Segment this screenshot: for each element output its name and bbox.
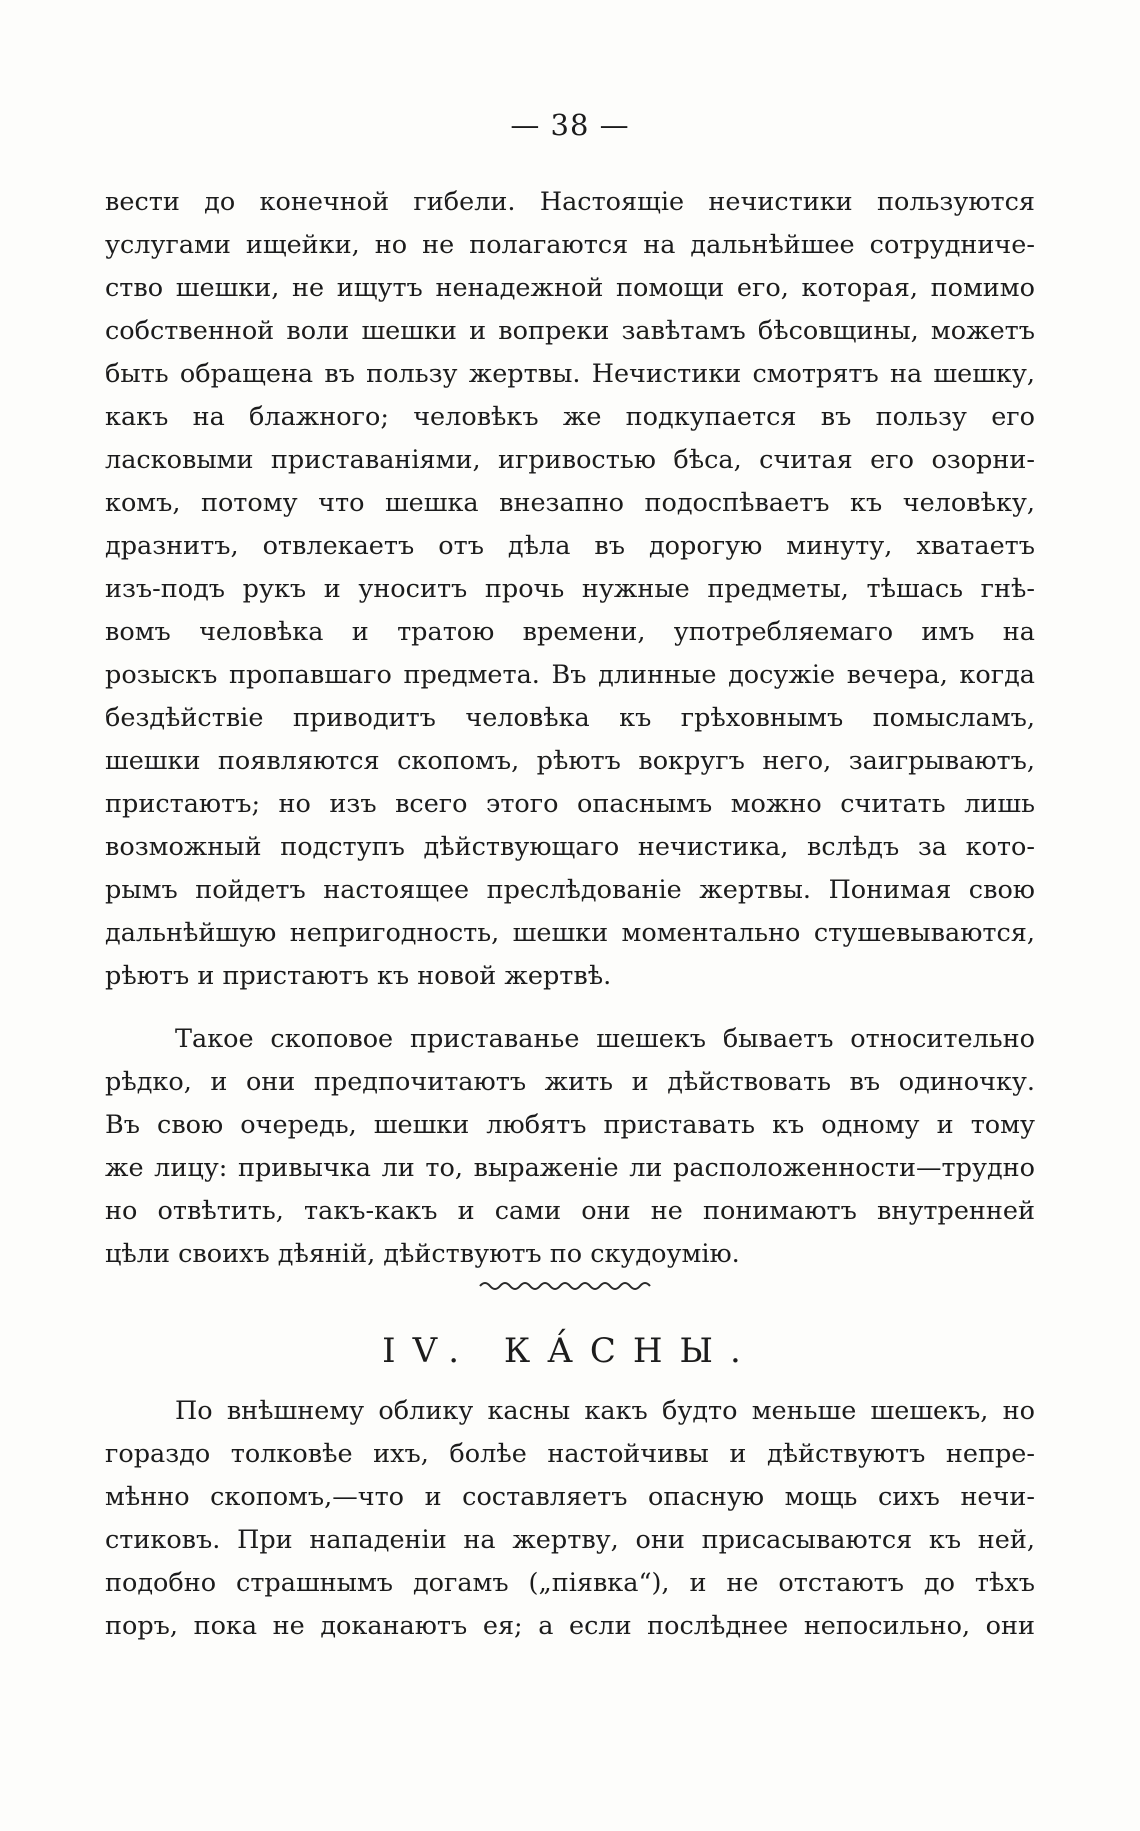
text-line: стиковъ. При нападеніи на жертву, они присасываются къ ней,	[105, 1525, 1035, 1555]
paragraph	[105, 1018, 1035, 1276]
text-line: вомъ человѣка и тратою времени, употребляемаго имъ на	[105, 617, 1035, 647]
text-line: дальнѣйшую непригодность, шешки моментально стушевываются,	[105, 918, 1035, 948]
text-line: шешки появляются скопомъ, рѣютъ вокругъ него, заигрываютъ,	[105, 746, 1035, 776]
text-line: мѣнно скопомъ,—что и составляетъ опасную мощь сихъ нечи-	[105, 1482, 1035, 1512]
text-line: Такое скоповое приставанье шешекъ бываетъ относительно	[175, 1024, 1035, 1054]
text-line: дразнитъ, отвлекаетъ отъ дѣла въ дорогую минуту, хватаетъ	[105, 531, 1035, 561]
text-line: поръ, пока не доканаютъ ея; а если послѣднее непосильно, они	[105, 1611, 1035, 1641]
text-line: цѣли своихъ дѣяній, дѣйствуютъ по скудоумію.	[105, 1239, 740, 1269]
paragraph	[105, 1390, 1035, 1648]
text-line: изъ-подъ рукъ и уноситъ прочь нужные предметы, тѣшась гнѣ-	[105, 574, 1035, 604]
text-line: же лицу: привычка ли то, выраженіе ли расположенности—трудно	[105, 1153, 1035, 1183]
text-line: собственной воли шешки и вопреки завѣтамъ бѣсовщины, можетъ	[105, 316, 1035, 346]
wavy-divider-ornament	[478, 1277, 658, 1295]
text-line: пристаютъ; но изъ всего этого опаснымъ можно считать лишь	[105, 789, 1035, 819]
text-line: Въ свою очередь, шешки любятъ приставать къ одному и тому	[105, 1110, 1035, 1140]
paragraph-continued	[105, 181, 1035, 998]
text-line: но отвѣтить, такъ-какъ и сами они не понимаютъ внутренней	[105, 1196, 1035, 1226]
text-line: ласковыми приставаніями, игривостью бѣса, считая его озорни-	[105, 445, 1035, 475]
text-line: бездѣйствіе приводитъ человѣка къ грѣховнымъ помысламъ,	[105, 703, 1035, 733]
text-line: подобно страшнымъ догамъ („піявка“), и не отстаютъ до тѣхъ	[105, 1568, 1035, 1598]
text-line: розыскъ пропавшаго предмета. Въ длинные досужіе вечера, когда	[105, 660, 1035, 690]
text-line: рымъ пойдетъ настоящее преслѣдованіе жертвы. Понимая свою	[105, 875, 1035, 905]
text-line: быть обращена въ пользу жертвы. Нечистики смотрятъ на шешку,	[105, 359, 1035, 389]
text-line: комъ, потому что шешка внезапно подоспѣваетъ къ человѣку,	[105, 488, 1035, 518]
page-number: — 38 —	[510, 108, 630, 142]
text-line: По внѣшнему облику касны какъ будто меньше шешекъ, но	[175, 1396, 1035, 1426]
text-line: рѣютъ и пристаютъ къ новой жертвѣ.	[105, 961, 612, 991]
text-line: ство шешки, не ищутъ ненадежной помощи его, которая, помимо	[105, 273, 1035, 303]
section-heading: IV. КА́СНЫ.	[382, 1331, 758, 1371]
text-line: услугами ищейки, но не полагаются на дальнѣйшее сотрудниче-	[105, 230, 1035, 260]
text-line: гораздо толковѣе ихъ, болѣе настойчивы и дѣйствуютъ непре-	[105, 1439, 1035, 1469]
text-line: рѣдко, и они предпочитаютъ жить и дѣйствовать въ одиночку.	[105, 1067, 1035, 1097]
text-line: какъ на блажного; человѣкъ же подкупается въ пользу его	[105, 402, 1035, 432]
text-line: вести до конечной гибели. Настоящіе нечистики пользуются	[105, 187, 1035, 217]
text-line: возможный подступъ дѣйствующаго нечистика, вслѣдъ за кото-	[105, 832, 1035, 862]
